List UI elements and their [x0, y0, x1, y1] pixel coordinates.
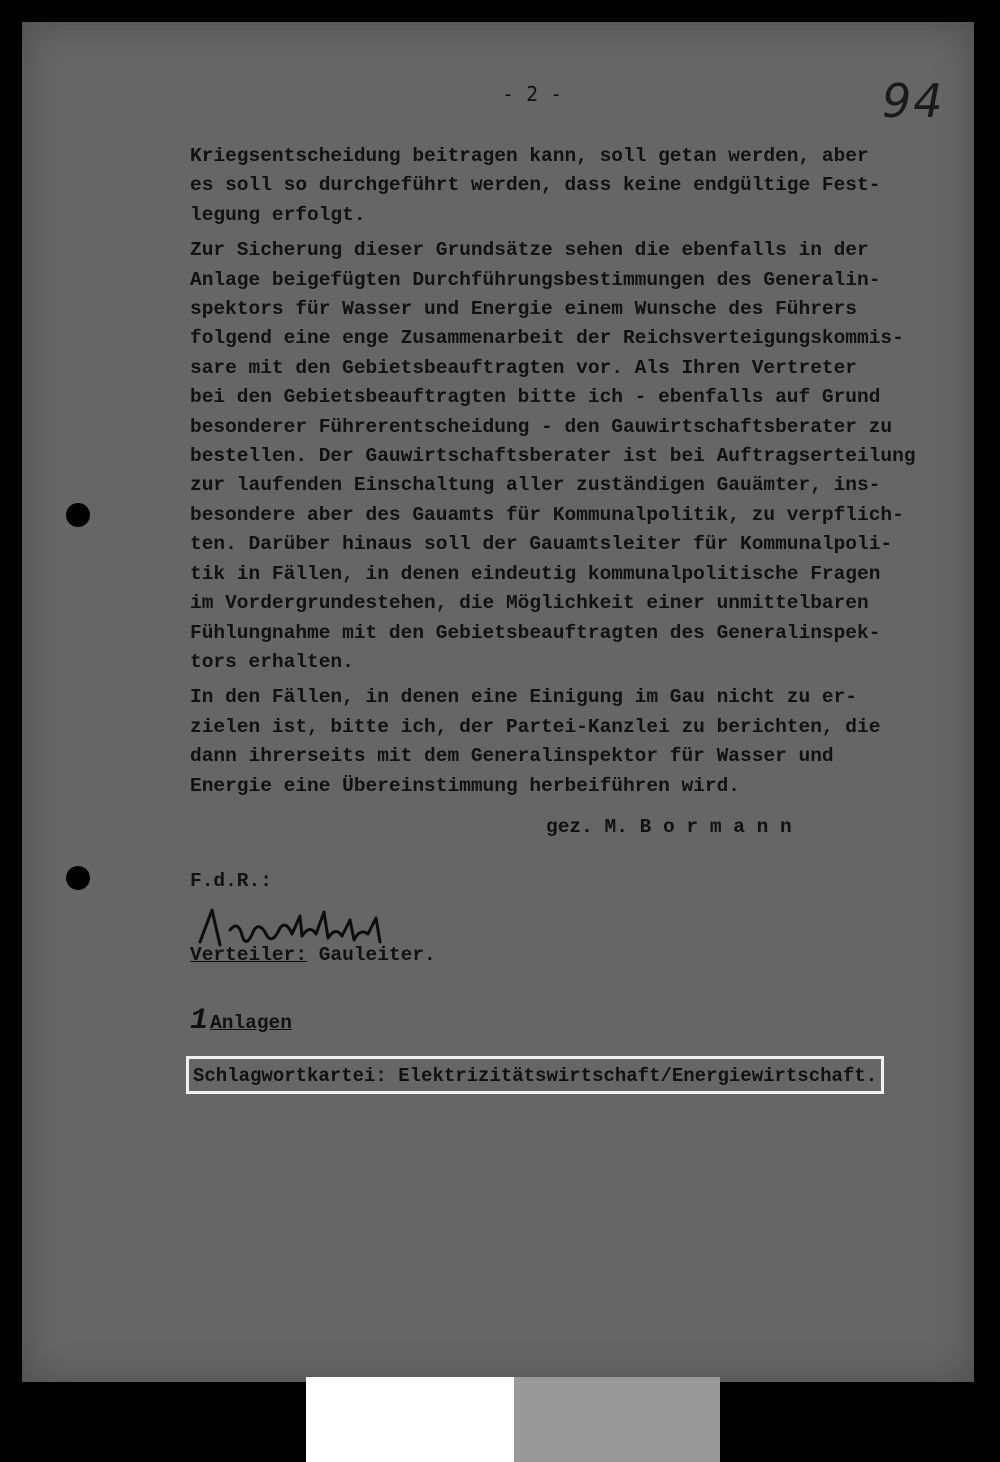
calibration-strip-white	[306, 1377, 514, 1462]
distribution-line	[190, 944, 436, 966]
page-number: - 2 -	[502, 82, 563, 106]
paragraph-1	[190, 142, 960, 230]
fdr-label: F.d.R.:	[190, 870, 272, 892]
enclosures-line	[190, 1004, 292, 1038]
text-line: sare mit den Gebietsbeauftragten vor. Als Ihren Vertreter	[190, 356, 858, 379]
text-line: dann ihrerseits mit dem Generalinspektor für Wasser und	[190, 745, 834, 768]
text-line: besondere aber des Gauamts für Kommunalpolitik, zu verpflich-	[190, 503, 904, 526]
enclosures-label: Anlagen	[210, 1012, 292, 1034]
keyword-index-box: Schlagwortkartei: Elektrizitätswirtschaft/Energiewirtschaft.	[186, 1056, 884, 1094]
text-line: In den Fällen, in denen eine Einigung im Gau nicht zu er-	[190, 686, 858, 709]
text-line: Anlage beigefügten Durchführungsbestimmungen des Generalin-	[190, 268, 881, 291]
letter-body	[190, 142, 960, 807]
text-line: Energie eine Übereinstimmung herbeiführen wird.	[190, 774, 740, 797]
distribution-label: Verteiler:	[190, 944, 308, 966]
text-line: tik in Fällen, in denen eindeutig kommunalpolitische Fragen	[190, 562, 881, 585]
paragraph-2	[190, 236, 960, 677]
text-line: im Vordergrundestehen, die Möglichkeit einer unmittelbaren	[190, 592, 869, 615]
text-line: zur laufenden Einschaltung aller zuständigen Gauämter, ins-	[190, 474, 881, 497]
text-line: Kriegsentscheidung beitragen kann, soll getan werden, aber	[190, 145, 869, 167]
text-line: folgend eine enge Zusammenarbeit der Reichsverteigungskommis-	[190, 327, 904, 350]
text-line: legung erfolgt.	[190, 203, 366, 226]
text-line: besonderer Führerentscheidung - den Gauwirtschaftsberater zu	[190, 415, 893, 438]
text-line: es soll so durchgeführt werden, dass keine endgültige Fest-	[190, 174, 881, 197]
signed-by: gez. M. B o r m a n n	[546, 816, 792, 838]
text-line: Fühlungnahme mit den Gebietsbeauftragten des Generalinspek-	[190, 621, 881, 644]
text-line: tors erhalten.	[190, 650, 354, 673]
text-line: spektors für Wasser und Energie einem Wunsche des Führers	[190, 298, 858, 321]
text-line: Zur Sicherung dieser Grundsätze sehen die ebenfalls in der	[190, 239, 869, 262]
distribution-value: Gauleiter.	[307, 944, 436, 966]
punch-hole-lower	[66, 866, 90, 890]
text-line: bei den Gebietsbeauftragten bitte ich - ebenfalls auf Grund	[190, 386, 881, 409]
folio-number: 94	[882, 74, 945, 128]
enclosures-number: 1	[190, 1004, 209, 1038]
text-line: zielen ist, bitte ich, der Partei-Kanzlei zu berichten, die	[190, 715, 881, 738]
calibration-strip-grey	[514, 1377, 720, 1462]
paragraph-3	[190, 683, 960, 801]
punch-hole-upper	[66, 503, 90, 527]
document-page	[22, 22, 974, 1382]
text-line: bestellen. Der Gauwirtschaftsberater ist bei Auftragserteilung	[190, 445, 916, 468]
text-line: ten. Darüber hinaus soll der Gauamtsleiter für Kommunalpoli-	[190, 533, 893, 556]
